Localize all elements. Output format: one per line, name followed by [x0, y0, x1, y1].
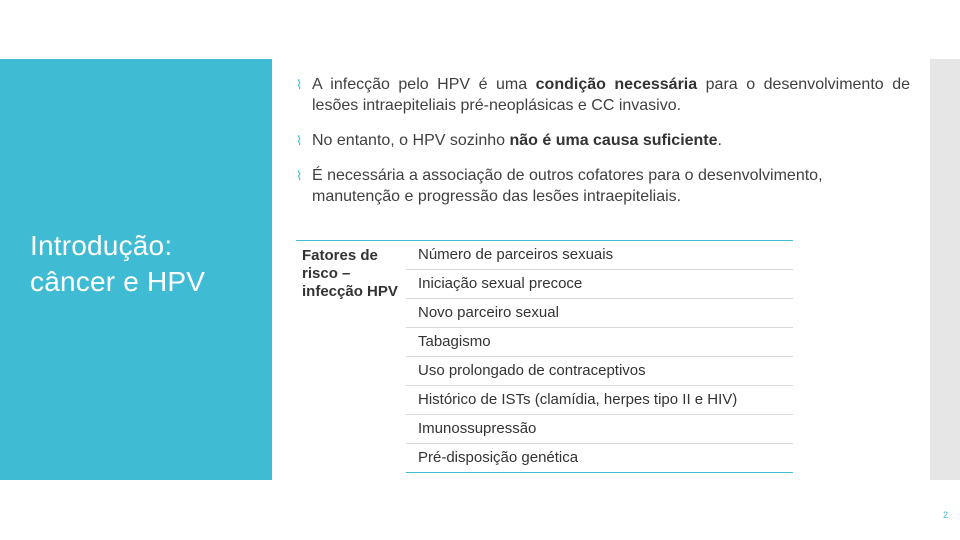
bullet-text: No entanto, o HPV sozinho — [312, 132, 510, 149]
bullet-text: É necessária a associação de outros cofatores para o desenvolvimento, manutenção e progressão das lesões intraepiteliais. — [312, 167, 823, 205]
risk-factor-cell: Iniciação sexual precoce — [406, 270, 793, 299]
right-decorative-strip — [930, 59, 960, 480]
risk-factors-header: Fatores de risco – infecção HPV — [296, 241, 406, 473]
bullet-list — [296, 74, 910, 221]
risk-factor-cell: Imunossupressão — [406, 415, 793, 444]
risk-factor-cell: Uso prolongado de contraceptivos — [406, 357, 793, 386]
risk-factor-cell: Número de parceiros sexuais — [406, 241, 793, 270]
bullet-text: . — [717, 132, 722, 149]
bullet-item — [296, 74, 910, 116]
slide-title-line-1: Introdução: — [30, 230, 173, 261]
risk-factor-cell: Tabagismo — [406, 328, 793, 357]
bullet-text: para o desenvolvimento de lesões intraepiteliais pré-neoplásicas e CC invasivo. — [312, 76, 910, 114]
wave-bullet-icon: ⌇ — [296, 169, 303, 184]
wave-bullet-icon: ⌇ — [296, 78, 303, 93]
bullet-item — [296, 165, 910, 207]
table-row — [296, 241, 793, 270]
risk-factor-cell: Pré-disposição genética — [406, 444, 793, 473]
risk-factor-cell: Histórico de ISTs (clamídia, herpes tipo II e HIV) — [406, 386, 793, 415]
risk-factor-cell: Novo parceiro sexual — [406, 299, 793, 328]
slide-title-line-2: câncer e HPV — [30, 266, 206, 297]
page-number: 2 — [943, 510, 949, 520]
bullet-emphasis: condição necessária — [535, 76, 698, 93]
slide-title — [30, 228, 270, 300]
bullet-text: A infecção pelo HPV é uma — [312, 76, 536, 93]
bullet-item — [296, 130, 910, 151]
risk-factors-table — [296, 240, 793, 473]
wave-bullet-icon: ⌇ — [296, 134, 303, 149]
bullet-emphasis: não é uma causa suficiente — [509, 132, 718, 149]
